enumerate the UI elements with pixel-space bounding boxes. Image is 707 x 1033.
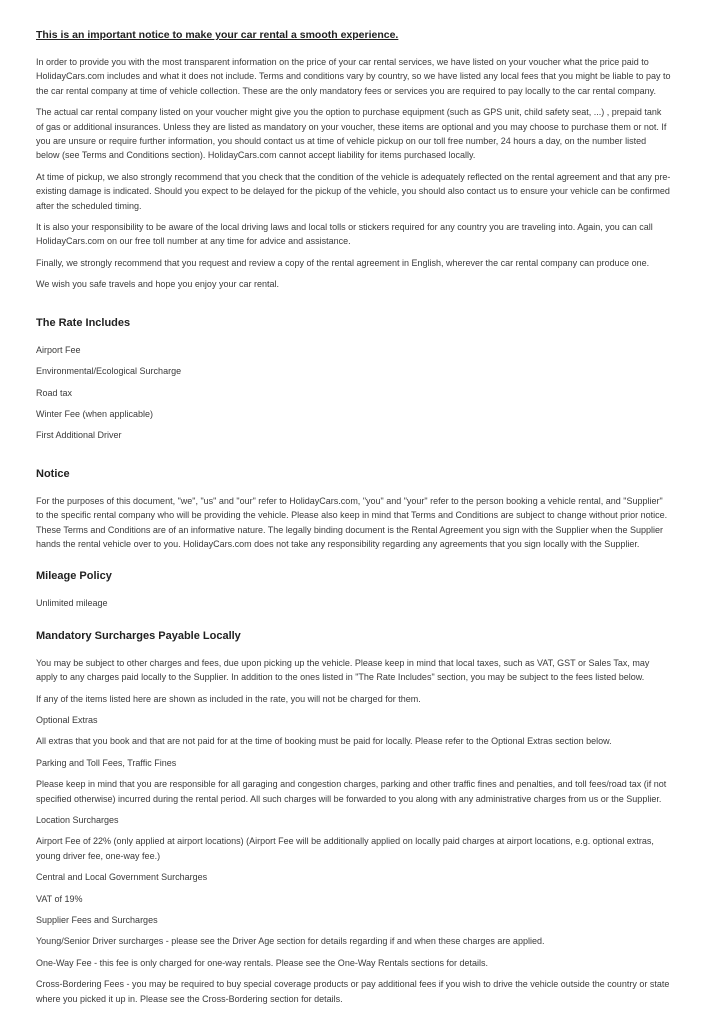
intro-paragraph-5: Finally, we strongly recommend that you request and review a copy of the rental agreement in English, wherever the car rental company can produce one.	[36, 257, 650, 268]
notice-paragraph: For the purposes of this document, "we", "us" and "our" refer to HolidayCars.com, "you" and "your" refer to the person booking a vehicle rental, and "Supplier" to the specific rental company who will be providing the vehicle. Please also keep in mind that Terms and Conditions are subject to change without prior notice. These Terms and Conditions are of an informative nature. The legally binding document is the Rental Agreement you sign with the Supplier when the Supplier hands the rental vehicle over to you. HolidayCars.com does not take any responsibility regarding any agreements that you sign locally with the Supplier.	[36, 495, 668, 549]
intro-paragraph-4: It is also your responsibility to be aware of the local driving laws and local tolls or stickers required for any country you are traveling into. Again, you can call HolidayCars.com on our free toll number at any time for advice and assistance.	[36, 222, 653, 247]
intro-paragraph-1: In order to provide you with the most transparent information on the price of your car rental services, we have listed on your voucher what the price paid to HolidayCars.com includes and what it does not include. Terms and conditions vary by country, so we have listed any local fees that you might be liable to pay to the car rental company at time of vehicle collection. These are the only mandatory fees or services you are required to pay locally to the car rental company.	[36, 57, 671, 96]
rate-includes-item: Winter Fee (when applicable)	[36, 408, 154, 419]
intro-paragraph-6: We wish you safe travels and hope you enjoy your car rental.	[36, 279, 279, 290]
surcharges-paragraph: VAT of 19%	[36, 893, 83, 904]
surcharges-subheading-optional-extras: Optional Extras	[36, 714, 98, 725]
surcharges-paragraph: Airport Fee of 22% (only applied at airport locations) (Airport Fee will be additionally applied on locally paid charges at airport locations, e.g. optional extras, young driver fee, one-way fee.)	[36, 836, 654, 861]
intro-paragraph-2: The actual car rental company listed on your voucher might give you the option to purchase equipment (such as GPS unit, child safety seat, ...) , prepaid tank of gas or additional insurances. Unless they are listed as mandatory on your voucher, these items are optional and you may choose to purchase them or not. If you are unsure or require further information, you should contact us at time of vehicle pickup on our toll free number, 24 hours a day, on the number listed below (see Terms and Conditions section). HolidayCars.com cannot accept liability for items purchased locally.	[36, 107, 667, 161]
section-heading-notice: Notice	[36, 467, 70, 480]
section-heading-mandatory-surcharges: Mandatory Surcharges Payable Locally	[36, 629, 241, 642]
surcharges-paragraph: Please keep in mind that you are responsible for all garaging and congestion charges, parking and other traffic fines and penalties, and toll fees/road tax (if not specified otherwise) incurred during the rental period. All such charges will be forwarded to you along with any administrative charges from us or the Supplier.	[36, 779, 667, 804]
section-heading-mileage-policy: Mileage Policy	[36, 570, 112, 583]
intro-paragraph-3: At time of pickup, we also strongly recommend that you check that the condition of the vehicle is adequately reflected on the rental agreement and that any pre-existing damage is indicated. Should you expect to be delayed for the pickup of the vehicle, you should also contact us to ensure your vehicle can be confirmed after the scheduled timing.	[36, 171, 671, 211]
surcharges-paragraph: All extras that you book and that are not paid for at the time of booking must be paid for locally. Please refer to the Optional Extras section below.	[36, 736, 612, 747]
surcharges-subheading-government: Central and Local Government Surcharges	[36, 872, 208, 883]
rate-includes-item: Road tax	[36, 387, 73, 398]
surcharges-paragraph: Cross-Bordering Fees - you may be required to buy special coverage products or pay additional fees if you wish to drive the vehicle outside the country or state where you picked it up in. Please see the Cross-Bordering section for details.	[36, 979, 670, 1004]
surcharges-subheading-location: Location Surcharges	[36, 815, 119, 825]
surcharges-paragraph: If any of the items listed here are shown as included in the rate, you will not be charged for them.	[36, 693, 421, 704]
page-title: This is an important notice to make your car rental a smooth experience.	[36, 29, 399, 41]
rate-includes-item: Environmental/Ecological Surcharge	[36, 366, 182, 377]
surcharges-paragraph: One-Way Fee - this fee is only charged for one-way rentals. Please see the One-Way Rentals sections for details.	[36, 957, 489, 968]
surcharges-subheading-parking-tolls: Parking and Toll Fees, Traffic Fines	[36, 757, 177, 768]
surcharges-subheading-supplier-fees: Supplier Fees and Surcharges	[36, 915, 158, 926]
surcharges-paragraph: Young/Senior Driver surcharges - please see the Driver Age section for details regarding if and when these charges are applied.	[36, 936, 545, 947]
mileage-policy-text: Unlimited mileage	[36, 598, 108, 609]
section-heading-rate-includes: The Rate Includes	[36, 316, 131, 329]
rate-includes-item: First Additional Driver	[36, 430, 122, 441]
rate-includes-item: Airport Fee	[36, 344, 81, 355]
surcharges-paragraph: You may be subject to other charges and fees, due upon picking up the vehicle. Please keep in mind that local taxes, such as VAT, GST or Sales Tax, may apply to any charges paid locally to the Supplier. In addition to the ones listed in "The Rate Includes" section, you may be subject to the fees listed below.	[36, 657, 650, 683]
